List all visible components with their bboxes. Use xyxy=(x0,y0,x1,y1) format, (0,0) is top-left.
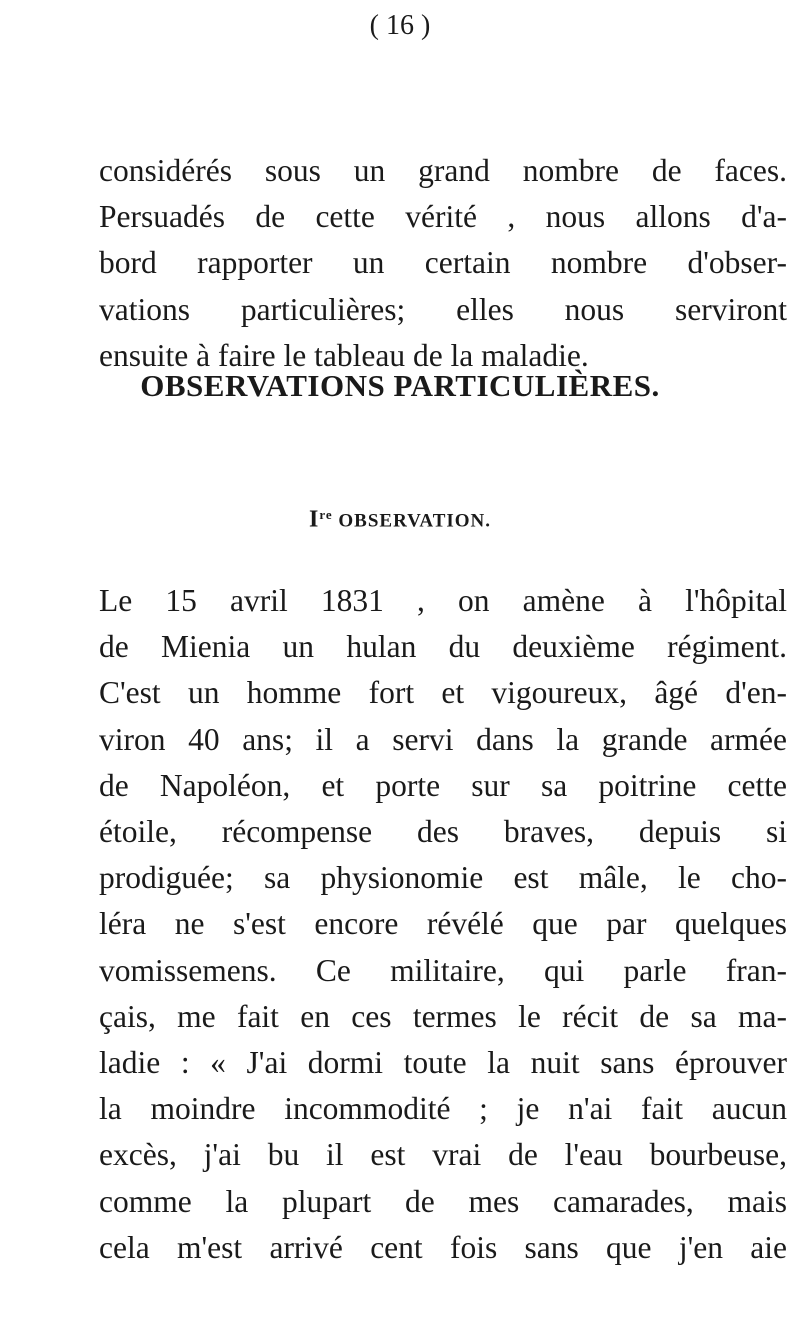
page-number: ( 16 ) xyxy=(369,10,431,41)
intro-paragraph xyxy=(99,148,787,379)
text-line: vomissemens. Ce militaire, qui parle fran- xyxy=(99,952,787,988)
text-line: cela m'est arrivé cent fois sans que j'en aie xyxy=(99,1229,787,1265)
text-line: ladie : « J'ai dormi toute la nuit sans éprouver xyxy=(99,1045,787,1081)
text-line: çais, me fait en ces termes le récit de sa ma- xyxy=(99,998,787,1034)
text-line: prodiguée; sa physionomie est mâle, le cho- xyxy=(99,860,787,896)
section-heading: OBSERVATIONS PARTICULIÈRES. xyxy=(140,368,660,403)
text-line: Le 15 avril 1831 , on amène à l'hôpital xyxy=(99,583,787,618)
text-line: de Napoléon, et porte sur sa poitrine cette xyxy=(99,767,787,803)
text-line: viron 40 ans; il a servi dans la grande armée xyxy=(99,721,787,757)
text-line: considérés sous un grand nombre de faces. xyxy=(99,153,787,188)
text-line: C'est un homme fort et vigoureux, âgé d'en- xyxy=(99,675,787,711)
observation-heading xyxy=(0,500,800,536)
text-line: de Mienia un hulan du deuxième régiment. xyxy=(99,629,787,665)
text-line: vations particulières; elles nous serviront xyxy=(99,291,787,327)
text-line: excès, j'ai bu il est vrai de l'eau bourbeuse, xyxy=(99,1137,787,1173)
text-line: léra ne s'est encore révélé que par quelques xyxy=(99,906,787,942)
observation-paragraph xyxy=(99,578,787,1271)
text-line: bord rapporter un certain nombre d'obser- xyxy=(99,245,787,281)
text-line: Persuadés de cette vérité , nous allons d'a- xyxy=(99,199,787,235)
observation-number: I xyxy=(308,506,320,533)
text-line: étoile, récompense des braves, depuis si xyxy=(99,814,787,850)
text-line: ensuite à faire le tableau de la maladie. xyxy=(99,337,589,373)
observation-label: OBSERVATION. xyxy=(332,510,492,532)
text-line: la moindre incommodité ; je n'ai fait aucun xyxy=(99,1091,787,1127)
text-line: comme la plupart de mes camarades, mais xyxy=(99,1183,787,1219)
ordinal-suffix: re xyxy=(319,507,333,522)
